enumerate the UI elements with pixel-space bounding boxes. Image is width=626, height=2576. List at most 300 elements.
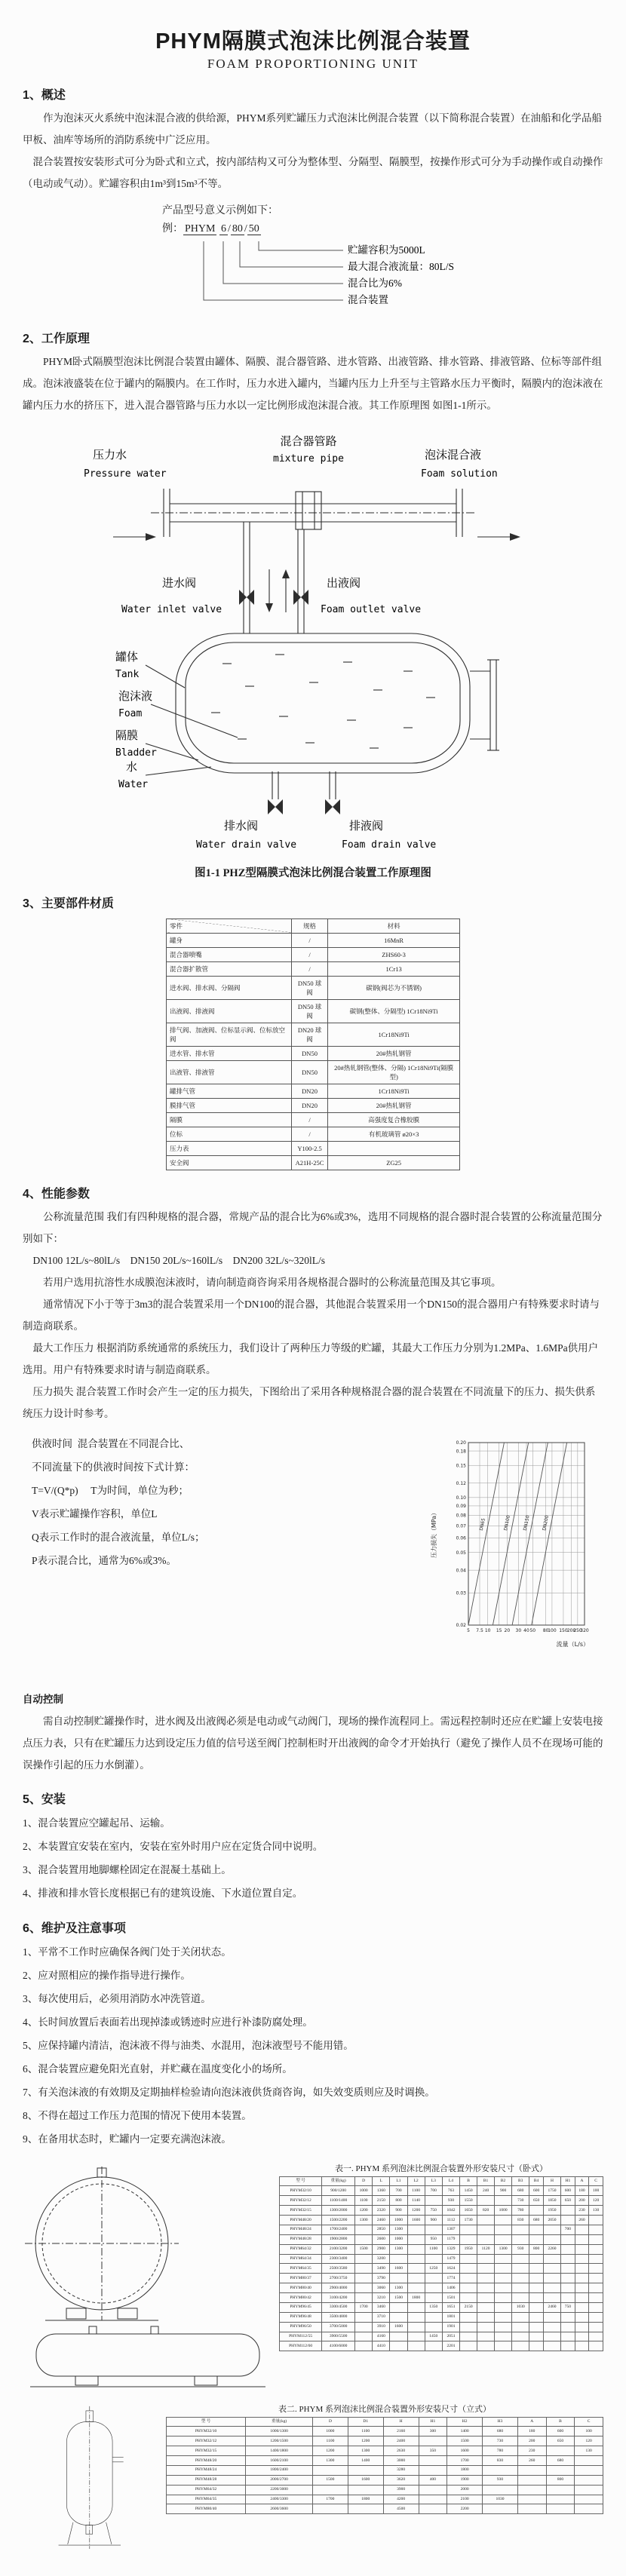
cell: 1500 xyxy=(355,2244,373,2254)
cell xyxy=(494,2341,511,2351)
cell xyxy=(517,2475,546,2485)
list-item: 不同流量下的供液时间按下式计算： xyxy=(32,1461,195,1473)
cell xyxy=(575,2274,589,2283)
tank-outline xyxy=(176,633,470,773)
cell xyxy=(460,2283,477,2293)
cell xyxy=(390,2312,407,2322)
cell: 1400 xyxy=(348,2456,383,2466)
label-water-drain-valve-zh: 排水阀 xyxy=(224,820,259,833)
label-foam-drain-valve-zh: 排液阀 xyxy=(349,820,384,833)
cell: 350 xyxy=(419,2446,447,2456)
list-item: 4、排液和排水管长度根据已有的建筑设施、下水道位置自定。 xyxy=(23,1888,303,1900)
x-tick-label: 250 xyxy=(573,1627,582,1633)
cell xyxy=(543,2264,560,2274)
supply-time-formula xyxy=(23,1432,426,1572)
cell: 1400 xyxy=(447,2427,483,2436)
table-2 xyxy=(166,2417,603,2515)
cell xyxy=(529,2206,544,2216)
x-tick-label: 150 xyxy=(559,1627,568,1633)
cell: 2150 xyxy=(373,2196,390,2206)
cell xyxy=(589,2274,603,2283)
cell xyxy=(419,2456,447,2466)
cell: 2100 xyxy=(447,2495,483,2504)
cell: 600 xyxy=(546,2427,575,2436)
model-label: 最大混合液流量：80L/S xyxy=(348,260,455,272)
y-tick-label: 0.18 xyxy=(456,1449,466,1455)
cell: 900 xyxy=(390,2206,407,2216)
pressure-loss-chart xyxy=(426,1432,603,1677)
list-item: 2、应对照相应的操作指导进行操作。 xyxy=(23,1970,191,1982)
cell xyxy=(407,2302,425,2312)
column-header: D1 xyxy=(348,2417,383,2427)
cell: 200 xyxy=(517,2436,546,2446)
cell xyxy=(348,2465,383,2475)
cell: 3210 xyxy=(373,2293,390,2303)
y-tick-label: 0.12 xyxy=(456,1480,466,1486)
cell: 950 xyxy=(425,2234,442,2244)
cell xyxy=(561,2322,575,2332)
cell: 2050 xyxy=(543,2216,560,2225)
list-item: 3、混合装置用地脚螺栓固定在混凝土基础上。 xyxy=(23,1864,232,1875)
cell: 4160 xyxy=(373,2332,390,2341)
cell: 100 xyxy=(575,2427,603,2436)
cell: 1300 xyxy=(355,2216,373,2225)
cell: 750 xyxy=(561,2302,575,2312)
list-item: T=V/(Q*p) T为时间，单位为秒； xyxy=(32,1484,189,1496)
cell: 混合器喷嘴 xyxy=(167,947,292,961)
cell: 位标 xyxy=(167,1127,292,1141)
column-header: 零件 xyxy=(167,918,292,933)
flow-range-line: DN100 12L/s~80lL/s DN150 20L/s~160lL/s DN200 32L/s~320lL/s xyxy=(32,1254,326,1266)
cell xyxy=(512,2254,529,2264)
x-tick-label: 30 xyxy=(515,1627,522,1633)
cell xyxy=(561,2206,575,2216)
column-header: C xyxy=(589,2176,603,2186)
cell xyxy=(512,2322,529,2332)
cell: 2850 xyxy=(373,2225,390,2234)
cell xyxy=(512,2283,529,2293)
cell xyxy=(561,2332,575,2341)
column-header: L1 xyxy=(390,2176,407,2186)
cell xyxy=(589,2283,603,2293)
column-header: C xyxy=(575,2417,603,2427)
column-header: H1 xyxy=(419,2417,447,2427)
cell xyxy=(561,2216,575,2225)
cell: PHYM32/12 xyxy=(167,2436,246,2446)
cell xyxy=(494,2264,511,2274)
cell: PHYM32/10 xyxy=(167,2427,246,2436)
cell: DN50 球阀 xyxy=(291,976,327,999)
auto-control-heading: 自动控制 xyxy=(23,1693,63,1705)
cell xyxy=(355,2332,373,2341)
cell: PHYM48/24 xyxy=(167,2465,246,2475)
cell xyxy=(407,2254,425,2264)
cell xyxy=(561,2234,575,2244)
cell: 1750 xyxy=(543,2186,560,2196)
cell xyxy=(575,2234,589,2244)
cell: 1042 xyxy=(442,2206,459,2216)
cell: 1700 xyxy=(447,2456,483,2466)
cell: 2900/4000 xyxy=(322,2283,355,2293)
cell: 罐排气管 xyxy=(167,1084,292,1098)
cell: 混合器扩散管 xyxy=(167,961,292,976)
cell xyxy=(529,2293,544,2303)
cell: / xyxy=(291,1127,327,1141)
cell: / xyxy=(291,933,327,947)
cell xyxy=(543,2254,560,2264)
cell xyxy=(483,2504,518,2514)
label-water-drain-valve-en: Water drain valve xyxy=(196,839,297,851)
label-pressure-water-zh: 压力水 xyxy=(93,449,127,462)
installation-list xyxy=(23,1811,603,1905)
cell: 1120 xyxy=(477,2244,495,2254)
cell xyxy=(512,2234,529,2244)
cell: 1300 xyxy=(313,2456,348,2466)
cell: 1624 xyxy=(442,2264,459,2274)
cell: 1450 xyxy=(460,2186,477,2196)
table-1-figure xyxy=(23,2162,272,2392)
cell xyxy=(355,2254,373,2264)
cell: 1850 xyxy=(543,2196,560,2206)
model-label: 混合装置 xyxy=(348,293,388,305)
series-line xyxy=(532,1443,567,1625)
cell: 高强度复合橡胶膜 xyxy=(328,1112,460,1127)
cell xyxy=(543,2225,560,2234)
table-1 xyxy=(279,2176,603,2352)
cell xyxy=(546,2485,575,2495)
cell xyxy=(589,2312,603,2322)
cell: 1200/1500 xyxy=(246,2436,313,2446)
cell xyxy=(407,2283,425,2293)
cell: 1200 xyxy=(355,2206,373,2216)
cell: 1300 xyxy=(390,2283,407,2293)
cell: 2320 xyxy=(373,2206,390,2216)
cell: 1300 xyxy=(390,2244,407,2254)
cell: 1600 xyxy=(348,2475,383,2485)
cell: 排气阀、加液阀、位标显示阀、位标放空阀 xyxy=(167,1023,292,1046)
cell xyxy=(407,2234,425,2244)
figure-1-1-caption: 图1-1 PHZ型隔膜式泡沫比例混合装置工作原理图 xyxy=(195,866,431,879)
cell xyxy=(575,2475,603,2485)
cell: PHYM48/20 xyxy=(280,2216,322,2225)
flow-arrow-in xyxy=(146,533,156,541)
cell: 3000 xyxy=(383,2456,419,2466)
cell xyxy=(589,2264,603,2274)
cell: 1800 xyxy=(447,2465,483,2475)
water-drain-valve-symbol xyxy=(268,799,275,814)
cell: 1112 xyxy=(442,2216,459,2225)
cell xyxy=(419,2485,447,2495)
cell xyxy=(512,2293,529,2303)
cell xyxy=(355,2341,373,2351)
cell xyxy=(477,2293,495,2303)
x-tick-label: 50 xyxy=(529,1627,536,1633)
cell: 3900/5500 xyxy=(322,2332,355,2341)
column-header: L4 xyxy=(442,2176,459,2186)
y-tick-label: 0.08 xyxy=(456,1513,466,1519)
column-header: 重量(kg) xyxy=(246,2417,313,2427)
model-example: 例： PHYM 6 / 80 / 50 xyxy=(162,222,259,235)
cell xyxy=(419,2465,447,2475)
page-title: PHYM隔膜式泡沫比例混合装置 xyxy=(155,29,471,54)
cell: 130 xyxy=(589,2206,603,2216)
cell xyxy=(575,2341,589,2351)
cell: 260 xyxy=(575,2216,589,2225)
flow-arrow-out xyxy=(510,533,520,541)
cell: 1500/2200 xyxy=(322,2216,355,2225)
cell: 2260 xyxy=(543,2244,560,2254)
cell: 680 xyxy=(512,2186,529,2196)
label-foam-solution-en: Foam solution xyxy=(421,468,498,480)
cell: 680 xyxy=(546,2456,575,2466)
y-tick-label: 0.02 xyxy=(456,1623,466,1629)
cell xyxy=(512,2225,529,2234)
column-header: D xyxy=(313,2417,348,2427)
cell xyxy=(425,2341,442,2351)
cell: 180 xyxy=(517,2427,546,2436)
cell: PHYM32/15 xyxy=(167,2446,246,2456)
cell: 600 xyxy=(529,2186,544,2196)
cell xyxy=(460,2322,477,2332)
cell: 800 xyxy=(390,2196,407,2206)
cell xyxy=(407,2244,425,2254)
cell xyxy=(407,2341,425,2351)
cell: 膜排气管 xyxy=(167,1098,292,1112)
cell xyxy=(575,2485,603,2495)
cell xyxy=(543,2322,560,2332)
y-tick-label: 0.03 xyxy=(456,1590,466,1596)
cell: 进水阀、排水阀、分隔阀 xyxy=(167,976,292,999)
series-label: DN150 xyxy=(522,1514,531,1532)
cell: 3060 xyxy=(373,2283,390,2293)
cell xyxy=(517,2495,546,2504)
cell: 1400/1800 xyxy=(246,2446,313,2456)
section-1-paragraph: 混合装置按安装形式可分为卧式和立式，按内部结构又可分为整体型、分隔型、隔膜型，按操作形式可分为手动操作或自动操作（电动或气动）。贮罐容积由1m³到15m³不等。 xyxy=(23,156,603,190)
cell: 3910 xyxy=(373,2322,390,2332)
cell xyxy=(512,2274,529,2283)
y-axis-label: 压力损失（MPa） xyxy=(431,1509,437,1558)
x-tick-label: 7.5 xyxy=(476,1627,483,1633)
cell: 1350 xyxy=(425,2302,442,2312)
cell xyxy=(355,2274,373,2283)
cell xyxy=(313,2485,348,2495)
cell: PHYM64/35 xyxy=(280,2264,322,2274)
cell xyxy=(390,2274,407,2283)
table-2-block xyxy=(23,2403,603,2553)
cell xyxy=(477,2234,495,2244)
cell: 1000/1300 xyxy=(246,2427,313,2436)
cell: PHYM48/28 xyxy=(167,2475,246,2485)
cell: 1Cr18Ni9Ti xyxy=(328,1023,460,1046)
cell: 有机玻璃管 ø20×3 xyxy=(328,1127,460,1141)
cell: 4100/6000 xyxy=(322,2341,355,2351)
cell: 1730 xyxy=(460,2216,477,2225)
cell xyxy=(512,2312,529,2322)
cell xyxy=(494,2302,511,2312)
cell xyxy=(561,2283,575,2293)
list-item: 3、每次使用后，必须用消防水冲洗管道。 xyxy=(23,1993,211,2005)
cell xyxy=(419,2504,447,2514)
label-tank-zh: 罐体 xyxy=(115,651,139,664)
section-4-paragraph: 公称流量范围 我们有四种规格的混合器，常规产品的混合比为6%或3%，选用不同规格的混合器时混合装置的公称流量范围分别如下： xyxy=(23,1210,603,1244)
label-pressure-water-en: Pressure water xyxy=(84,468,167,480)
cell xyxy=(529,2322,544,2332)
cell xyxy=(529,2234,544,2244)
table-2-caption: 表二. PHYM 系列泡沫比例混合装置外形安装尺寸（立式） xyxy=(278,2404,492,2414)
cell xyxy=(425,2196,442,2206)
cell xyxy=(407,2312,425,2322)
cell: 130 xyxy=(575,2446,603,2456)
cell: 1500 xyxy=(313,2475,348,2485)
cell: 1550 xyxy=(460,2196,477,2206)
cell: 碳钢(阀芯为不锈钢) xyxy=(328,976,460,999)
column-header: L2 xyxy=(407,2176,425,2186)
cell: 650 xyxy=(529,2196,544,2206)
cell: 1300 xyxy=(494,2244,511,2254)
cell: 2600/3600 xyxy=(246,2504,313,2514)
list-item: 4、长时间放置后表面若出现掉漆或锈迹时应进行补漆防腐处理。 xyxy=(23,2016,313,2029)
cell: 2201 xyxy=(442,2341,459,2351)
cell: / xyxy=(291,961,327,976)
cell: PHYM48/20 xyxy=(167,2456,246,2466)
cell: PHYM96/48 xyxy=(280,2312,322,2322)
label-water-inlet-valve-en: Water inlet valve xyxy=(121,603,222,615)
cell xyxy=(543,2293,560,2303)
column-header: A xyxy=(575,2176,589,2186)
cell: PHYM32/12 xyxy=(280,2196,322,2206)
cell: A21H-25C xyxy=(291,1155,327,1170)
cell xyxy=(407,2225,425,2234)
cell xyxy=(460,2234,477,2244)
cell xyxy=(575,2302,589,2312)
cell xyxy=(561,2264,575,2274)
cell: 1600 xyxy=(390,2264,407,2274)
list-item: 2、本装置宜安装在室内，安装在室外时用户应在定货合同中说明。 xyxy=(23,1840,324,1852)
cell xyxy=(477,2322,495,2332)
cell: 1500 xyxy=(447,2436,483,2446)
cell xyxy=(589,2216,603,2225)
cell xyxy=(390,2332,407,2341)
cell: 3460 xyxy=(373,2302,390,2312)
list-item: 7、有关泡沫液的有效期及定期抽样检验请向泡沫液供货商咨询，如失效变质则应及时调换。 xyxy=(23,2087,435,2099)
column-header: L xyxy=(373,2176,390,2186)
cell: 1600/2100 xyxy=(246,2456,313,2466)
cell xyxy=(529,2341,544,2351)
cell: 3700/5000 xyxy=(322,2322,355,2332)
cell xyxy=(494,2274,511,2283)
cell xyxy=(460,2254,477,2264)
cell: 1329 xyxy=(442,2244,459,2254)
cell xyxy=(313,2504,348,2514)
y-tick-label: 0.04 xyxy=(456,1568,466,1574)
cell xyxy=(477,2264,495,2274)
cell: 1000 xyxy=(355,2186,373,2196)
cell: 3900 xyxy=(383,2485,419,2495)
cell xyxy=(477,2283,495,2293)
cell xyxy=(328,1141,460,1155)
cell: 1000 xyxy=(494,2206,511,2216)
model-label: 贮罐容积为5000L xyxy=(348,244,425,256)
cell xyxy=(419,2436,447,2446)
cell: 安全阀 xyxy=(167,1155,292,1170)
cell: PHYM80/42 xyxy=(280,2293,322,2303)
cell: PHYM32/15 xyxy=(280,2206,322,2216)
cell xyxy=(575,2495,603,2504)
x-tick-label: 80 xyxy=(542,1627,549,1633)
cell: 1950 xyxy=(543,2206,560,2216)
series-label: DN200 xyxy=(542,1514,551,1532)
cell: 20#热轧钢管(整体、分隔) 1Cr18Ni9Ti(隔膜型) xyxy=(328,1060,460,1084)
cell xyxy=(425,2274,442,2283)
cell xyxy=(575,2504,603,2514)
cell: 763 xyxy=(442,2186,459,2196)
cell xyxy=(575,2312,589,2322)
section-2-heading: 2、工作原理 xyxy=(23,332,90,345)
cell xyxy=(529,2225,544,2234)
cell xyxy=(477,2302,495,2312)
list-item: Q表示工作时的混合液流量，单位L/s； xyxy=(32,1532,205,1544)
cell: 1100/1400 xyxy=(322,2196,355,2206)
cell: 2600 xyxy=(373,2234,390,2244)
cell: 1600 xyxy=(407,2216,425,2225)
cell xyxy=(546,2446,575,2456)
cell xyxy=(529,2254,544,2264)
cell xyxy=(355,2293,373,2303)
cell: 3200 xyxy=(373,2254,390,2264)
cell: 1100 xyxy=(355,2196,373,2206)
cell: DN50 xyxy=(291,1060,327,1084)
model-branch-lines xyxy=(162,240,554,315)
cell: 1700/2400 xyxy=(322,2225,355,2234)
label-foam-solution-zh: 泡沫混合液 xyxy=(425,449,482,462)
cell xyxy=(355,2312,373,2322)
cell: 1300 xyxy=(390,2225,407,2234)
column-header: 规格 xyxy=(291,918,327,933)
cell: 930 xyxy=(483,2475,518,2485)
cell: 1901 xyxy=(442,2322,459,2332)
page-subtitle: FOAM PROPORTIONING UNIT xyxy=(207,57,419,71)
cell: 230 xyxy=(575,2206,589,2216)
y-tick-label: 0.06 xyxy=(456,1535,466,1541)
cell xyxy=(529,2302,544,2312)
column-header: 型 号 xyxy=(167,2417,246,2427)
cell xyxy=(546,2504,575,2514)
cell: 3100/4200 xyxy=(322,2293,355,2303)
cell: 3620 xyxy=(383,2475,419,2485)
cell xyxy=(494,2283,511,2293)
cell xyxy=(483,2485,518,2495)
cell: 1100 xyxy=(407,2186,425,2196)
cell: 730 xyxy=(512,2196,529,2206)
section-4-paragraph: 通常情况下小于等于3m3的混合装置采用一个DN100的混合器，其他混合装置采用一个DN150的混合器用户有特殊要求时请与制造商联系。 xyxy=(23,1298,600,1332)
figure-1-1-diagram xyxy=(49,422,577,856)
cell xyxy=(529,2332,544,2341)
cell: 400 xyxy=(419,2475,447,2485)
cell: 3500/4800 xyxy=(322,2312,355,2322)
cell xyxy=(460,2332,477,2341)
cell: 900 xyxy=(425,2216,442,2225)
cell xyxy=(494,2293,511,2303)
cell xyxy=(483,2465,518,2475)
column-header: H xyxy=(543,2176,560,2186)
cell: Y100-2.5 xyxy=(291,1141,327,1155)
cell: DN20 球阀 xyxy=(291,1023,327,1046)
cell: / xyxy=(291,1112,327,1127)
cell: 2300/3400 xyxy=(322,2254,355,2264)
cell xyxy=(477,2216,495,2225)
y-tick-label: 0.20 xyxy=(456,1440,466,1446)
cell xyxy=(419,2495,447,2504)
